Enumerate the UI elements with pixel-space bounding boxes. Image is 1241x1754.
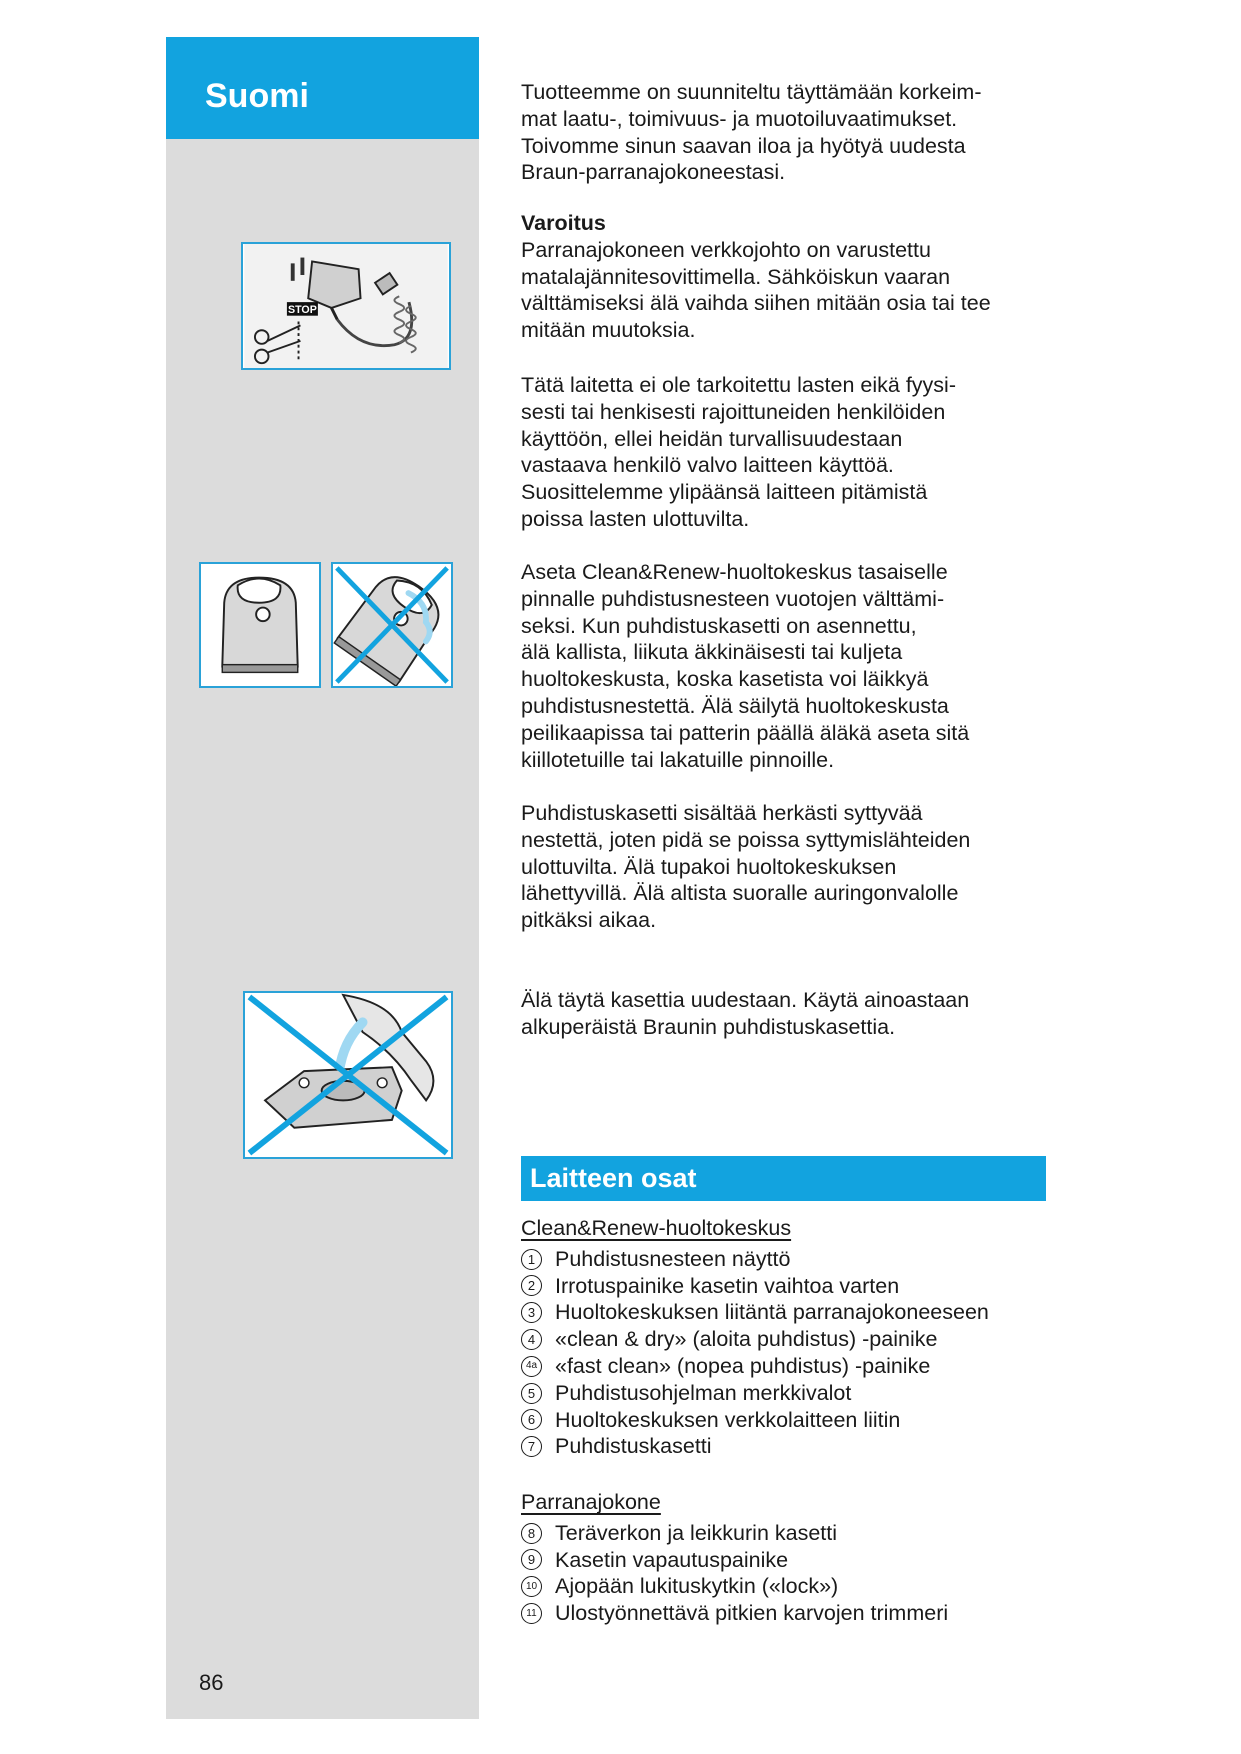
shaver-parts-list	[521, 1520, 1066, 1627]
station-upright-icon	[201, 564, 319, 686]
intro-line: Tuotteemme on suunniteltu täyttämään korkeim-	[521, 80, 982, 104]
refill-line: alkuperäistä Braunin puhdistuskasettia.	[521, 1014, 896, 1039]
list-item	[521, 1380, 1066, 1407]
intro-line: Toivomme sinun saavan iloa ja hyötyä uudesta	[521, 133, 966, 158]
part-label: Irrotuspainike kasetin vaihtoa varten	[555, 1273, 900, 1298]
warning-line: Parranajokoneen verkkojohto on varustettu	[521, 237, 931, 262]
list-item	[521, 1600, 1066, 1627]
intro-line: mat laatu-, toimivuus- ja muotoiluvaatimukset.	[521, 106, 958, 131]
children-line: Suosittelemme ylipäänsä laitteen pitämistä	[521, 480, 928, 505]
list-item	[521, 1547, 1066, 1574]
list-item	[521, 1246, 1066, 1273]
part-number: 7	[521, 1436, 542, 1457]
station-tilted-crossed-icon	[333, 564, 451, 686]
language-title: Suomi	[205, 77, 309, 115]
children-line: vastaava henkilö valvo laitteen käyttöä.	[521, 453, 894, 478]
list-item	[521, 1326, 1066, 1353]
warning-line: mitään muutoksia.	[521, 318, 696, 343]
children-line: käyttöön, ellei heidän turvallisuudestaan	[521, 426, 903, 451]
refill-paragraph	[521, 987, 1066, 1041]
placement-line: peilikaapissa tai patterin päällä äläkä aseta sitä	[521, 720, 970, 745]
part-label: Huoltokeskuksen liitäntä parranajokoneeseen	[555, 1300, 989, 1325]
part-label: Puhdistusnesteen näyttö	[555, 1246, 791, 1271]
placement-line: älä kallista, liikuta äkkinäisesti tai kuljeta	[521, 640, 903, 665]
list-item	[521, 1433, 1066, 1460]
warning-section	[521, 210, 1066, 344]
part-number: 2	[521, 1275, 542, 1296]
part-number: 9	[521, 1549, 542, 1570]
part-number: 5	[521, 1383, 542, 1404]
parts-group-station	[521, 1215, 1066, 1460]
plug-scissors-icon	[243, 244, 449, 368]
part-number: 11	[521, 1603, 542, 1624]
intro-paragraph	[521, 79, 1066, 186]
part-label: Ulostyönnettävä pitkien karvojen trimmeri	[555, 1601, 949, 1626]
part-number: 8	[521, 1523, 542, 1544]
svg-text:STOP: STOP	[288, 303, 317, 316]
part-label: Huoltokeskuksen verkkolaitteen liitin	[555, 1407, 901, 1432]
station-subheading: Clean&Renew-huoltokeskus	[521, 1216, 792, 1240]
placement-line: puhdistusnestettä. Älä säilytä huoltokeskusta	[521, 693, 949, 718]
placement-line: pinnalle puhdistusnesteen vuotojen välttämi-	[521, 586, 945, 611]
refill-crossed-icon	[245, 993, 451, 1157]
part-number: 3	[521, 1302, 542, 1323]
flammable-line: lähettyvillä. Älä altista suoralle auringonvalolle	[521, 881, 959, 906]
parts-section-title: Laitteen osat	[530, 1163, 697, 1193]
station-parts-list	[521, 1246, 1066, 1460]
part-label: «clean & dry» (aloita puhdistus) -painike	[555, 1327, 938, 1352]
part-number: 4a	[521, 1356, 542, 1377]
refill-line: Älä täytä kasettia uudestaan. Käytä ainoastaan	[521, 988, 970, 1012]
station-tilted-illustration	[331, 562, 453, 688]
power-adapter-warning-illustration	[241, 242, 451, 370]
part-label: Puhdistuskasetti	[555, 1434, 712, 1459]
children-paragraph	[521, 372, 1066, 533]
intro-line: Braun-parranajokoneestasi.	[521, 160, 786, 185]
flammable-line: Puhdistuskasetti sisältää herkästi syttyvää	[521, 801, 923, 825]
part-label: Teräverkon ja leikkurin kasetti	[555, 1520, 838, 1545]
part-number: 1	[521, 1249, 542, 1270]
flammable-line: pitkäksi aikaa.	[521, 908, 657, 933]
children-line: sesti tai henkisesti rajoittuneiden henkilöiden	[521, 399, 946, 424]
list-item	[521, 1520, 1066, 1547]
part-number: 6	[521, 1409, 542, 1430]
placement-line: seksi. Kun puhdistuskasetti on asennettu,	[521, 613, 917, 638]
part-number: 4	[521, 1329, 542, 1350]
list-item	[521, 1407, 1066, 1434]
placement-line: Aseta Clean&Renew-huoltokeskus tasaiselle	[521, 560, 948, 584]
flammable-paragraph	[521, 800, 1066, 934]
warning-line: välttämiseksi älä vaihda siihen mitään osia tai tee	[521, 291, 991, 316]
warning-line: matalajännitesovittimella. Sähköiskun vaaran	[521, 264, 951, 289]
placement-paragraph	[521, 559, 1066, 773]
list-item	[521, 1353, 1066, 1380]
parts-group-shaver	[521, 1489, 1066, 1627]
placement-line: huoltokeskusta, koska kasetista voi läikkyä	[521, 667, 929, 692]
shaver-subheading: Parranajokone	[521, 1490, 661, 1514]
refill-cartridge-illustration	[243, 991, 453, 1159]
part-label: «fast clean» (nopea puhdistus) -painike	[555, 1353, 931, 1378]
part-number: 10	[521, 1576, 542, 1597]
placement-line: kiillotetuille tai lakatuille pinnoille.	[521, 747, 835, 772]
list-item	[521, 1273, 1066, 1300]
part-label: Ajopään lukituskytkin («lock»)	[555, 1574, 839, 1599]
flammable-line: nestettä, joten pidä se poissa syttymislähteiden	[521, 827, 971, 852]
page-number: 86	[199, 1670, 224, 1695]
list-item	[521, 1299, 1066, 1326]
part-label: Kasetin vapautuspainike	[555, 1547, 789, 1572]
station-upright-illustration	[199, 562, 321, 688]
children-line: Tätä laitetta ei ole tarkoitettu lasten eikä fyysi-	[521, 373, 956, 397]
list-item	[521, 1573, 1066, 1600]
warning-heading: Varoitus	[521, 211, 606, 235]
part-label: Puhdistusohjelman merkkivalot	[555, 1380, 852, 1405]
flammable-line: ulottuvilta. Älä tupakoi huoltokeskuksen	[521, 854, 897, 879]
children-line: poissa lasten ulottuvilta.	[521, 506, 750, 531]
